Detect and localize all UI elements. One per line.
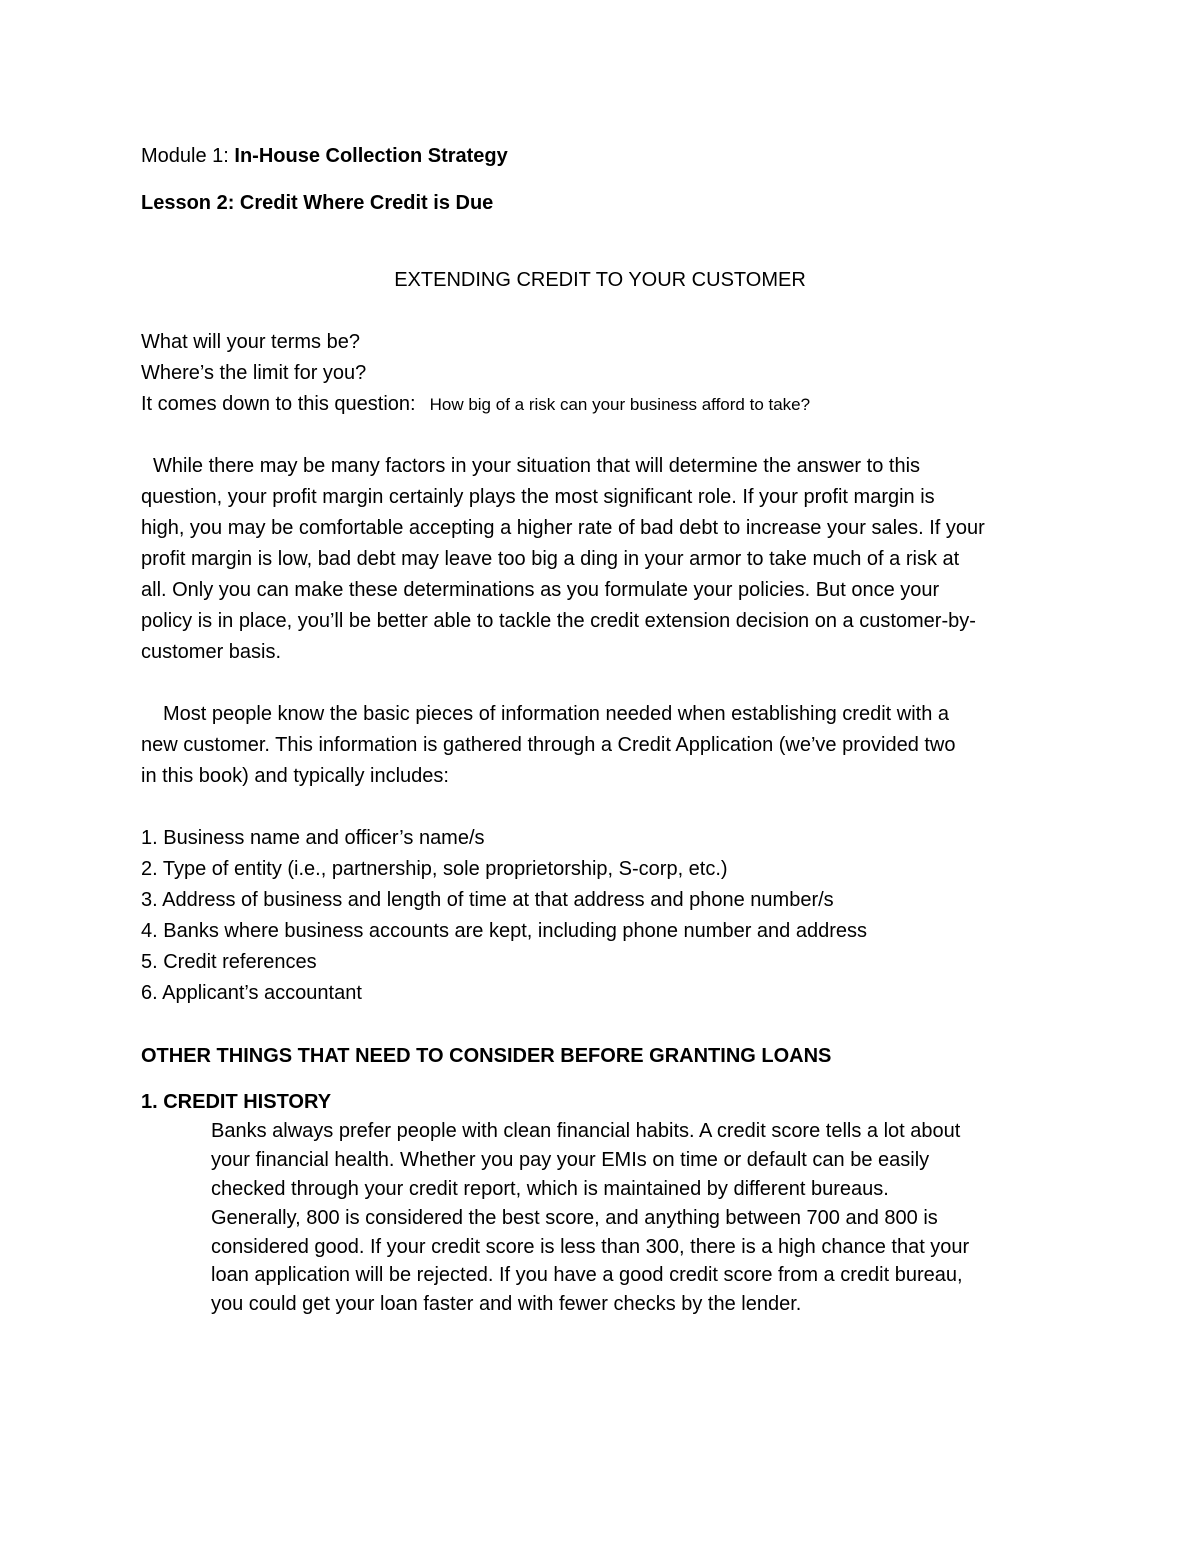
list-item: 4. Banks where business accounts are kept, including phone number and address bbox=[141, 920, 868, 942]
paragraph-line: question, your profit margin certainly plays the most significant role. If your profit margin is bbox=[141, 486, 935, 508]
module-title-prefix: Module 1: bbox=[141, 145, 235, 167]
credit-history-heading: 1. CREDIT HISTORY bbox=[141, 1091, 332, 1113]
question-terms: What will your terms be? bbox=[141, 331, 360, 353]
section-heading: EXTENDING CREDIT TO YOUR CUSTOMER bbox=[394, 269, 806, 291]
paragraph-line: your financial health. Whether you pay your EMIs on time or default can be easily bbox=[211, 1149, 930, 1171]
paragraph-line: considered good. If your credit score is less than 300, there is a high chance that your bbox=[211, 1236, 970, 1258]
lesson-title: Lesson 2: Credit Where Credit is Due bbox=[141, 192, 494, 214]
list-item: 3. Address of business and length of time at that address and phone number/s bbox=[141, 889, 834, 911]
paragraph-line: high, you may be comfortable accepting a higher rate of bad debt to increase your sales. If your bbox=[141, 517, 985, 539]
paragraph-line: Most people know the basic pieces of information needed when establishing credit with a bbox=[163, 703, 950, 725]
module-title bbox=[141, 143, 508, 169]
paragraph-line: loan application will be rejected. If you have a good credit score from a credit bureau, bbox=[211, 1264, 963, 1286]
paragraph-line: profit margin is low, bad debt may leave too big a ding in your armor to take much of a risk at bbox=[141, 548, 960, 570]
question-risk-text: How big of a risk can your business afford to take? bbox=[429, 395, 811, 414]
paragraph-line: While there may be many factors in your situation that will determine the answer to this bbox=[153, 455, 921, 477]
paragraph-line: Banks always prefer people with clean financial habits. A credit score tells a lot about bbox=[211, 1120, 961, 1142]
paragraph-line: checked through your credit report, which is maintained by different bureaus. bbox=[211, 1178, 889, 1200]
paragraph-line: new customer. This information is gathered through a Credit Application (we’ve provided two bbox=[141, 734, 956, 756]
paragraph-line: you could get your loan faster and with fewer checks by the lender. bbox=[211, 1293, 802, 1315]
list-item: 5. Credit references bbox=[141, 951, 317, 973]
paragraph-line: in this book) and typically includes: bbox=[141, 765, 449, 787]
list-item: 2. Type of entity (i.e., partnership, sole proprietorship, S-corp, etc.) bbox=[141, 858, 728, 880]
list-item: 1. Business name and officer’s name/s bbox=[141, 827, 485, 849]
other-things-heading: OTHER THINGS THAT NEED TO CONSIDER BEFORE GRANTING LOANS bbox=[141, 1045, 832, 1067]
module-title-name: In-House Collection Strategy bbox=[234, 145, 508, 167]
question-limit: Where’s the limit for you? bbox=[141, 362, 367, 384]
question-risk bbox=[141, 391, 810, 418]
paragraph-line: all. Only you can make these determinations as you formulate your policies. But once your bbox=[141, 579, 940, 601]
paragraph-line: Generally, 800 is considered the best score, and anything between 700 and 800 is bbox=[211, 1207, 938, 1229]
list-item: 6. Applicant’s accountant bbox=[141, 982, 362, 1004]
paragraph-line: policy is in place, you’ll be better able to tackle the credit extension decision on a customer-by- bbox=[141, 610, 976, 632]
question-risk-lead: It comes down to this question: bbox=[141, 393, 416, 415]
paragraph-line: customer basis. bbox=[141, 641, 282, 663]
